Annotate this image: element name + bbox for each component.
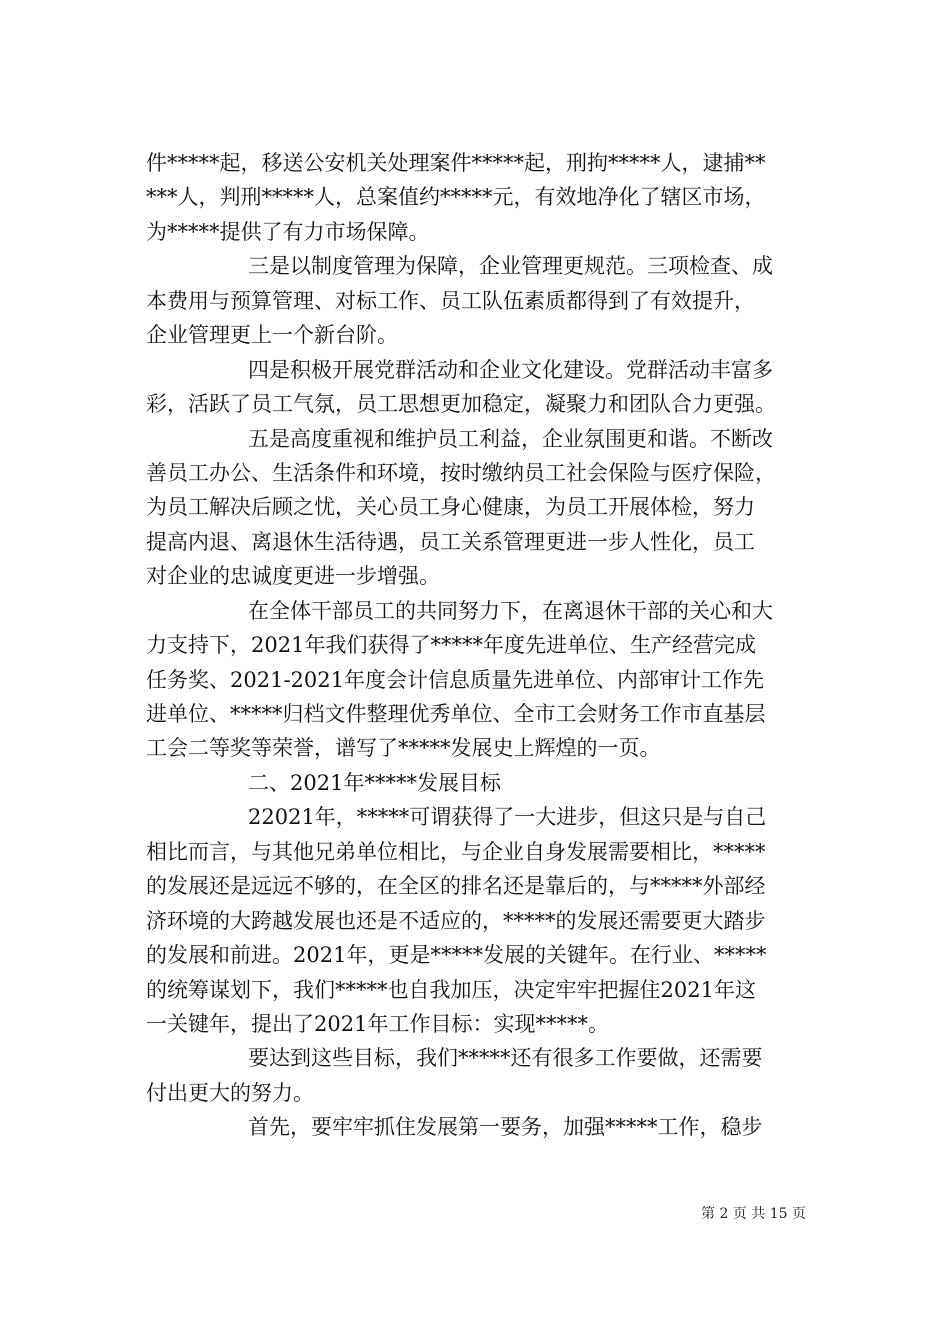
text-line: 的发展和前进。2021年，更是*****发展的关键年。在行业、***** [146, 943, 767, 968]
text-line: 对企业的忠诚度更进一步增强。 [146, 564, 440, 589]
text-line: 要达到这些目标，我们*****还有很多工作要做，还需要 [248, 1046, 763, 1071]
text-line: 彩，活跃了员工气氛，员工思想更加稳定，凝聚力和团队合力更强。 [146, 392, 776, 417]
text-line: 为*****提供了有力市场保障。 [146, 219, 430, 244]
text-line: 在全体干部员工的共同努力下，在离退休干部的关心和大 [248, 598, 773, 623]
text-line: 的发展还是远远不够的，在全区的排名还是靠后的，与*****外部经 [146, 874, 766, 899]
text-line: 提高内退、离退休生活待遇，员工关系管理更进一步人性化，员工 [146, 529, 755, 554]
text-line: 为员工解决后顾之忧，关心员工身心健康，为员工开展体检，努力 [146, 495, 755, 520]
text-line: 件*****起，移送公安机关处理案件*****起，刑拘*****人，逮捕** [146, 151, 766, 175]
text-line: 进单位、*****归档文件整理优秀单位、全市工会财务工作市直基层 [146, 702, 766, 726]
body-text [146, 146, 808, 1145]
text-line: 22021年，*****可谓获得了一大进步，但这只是与自己 [248, 805, 767, 830]
text-line: 二、2021年*****发展目标 [248, 770, 501, 795]
text-line: 四是积极开展党群活动和企业文化建设。党群活动丰富多 [248, 357, 773, 382]
text-line: 付出更大的努力。 [146, 1080, 314, 1105]
text-line: 一关键年，提出了2021年工作目标：实现*****。 [146, 1011, 609, 1036]
text-line: 三是以制度管理为保障，企业管理更规范。三项检查、成 [248, 254, 773, 279]
text-line: 五是高度重视和维护员工利益，企业氛围更和谐。不断改 [248, 426, 773, 451]
text-line: 工会二等奖等荣誉，谱写了*****发展史上辉煌的一页。 [146, 736, 661, 761]
text-line: 力支持下，2021年我们获得了*****年度先进单位、生产经营完成 [146, 633, 756, 658]
text-line: 相比而言，与其他兄弟单位相比，与企业自身发展需要相比，***** [146, 839, 766, 864]
text-line: 济环境的大跨越发展也还是不适应的，*****的发展还需要更大踏步 [146, 908, 766, 933]
text-line: 善员工办公、生活条件和环境，按时缴纳员工社会保险与医疗保险， [146, 460, 776, 485]
text-line: 任务奖、2021-2021年度会计信息质量先进单位、内部审计工作先 [146, 667, 764, 692]
text-line: 首先，要牢牢抓住发展第一要务，加强*****工作，稳步 [248, 1115, 763, 1140]
text-line: 企业管理更上一个新台阶。 [146, 323, 398, 348]
text-line: 本费用与预算管理、对标工作、员工队伍素质都得到了有效提升， [146, 288, 755, 313]
text-line: 的统筹谋划下，我们*****也自我加压，决定牢牢把握住2021年这 [146, 977, 756, 1002]
text-line: ***人，判刑*****人，总案值约*****元，有效地净化了辖区市场， [146, 185, 766, 210]
page-number-footer: 第 2 页 共 15 页 [701, 1206, 806, 1222]
